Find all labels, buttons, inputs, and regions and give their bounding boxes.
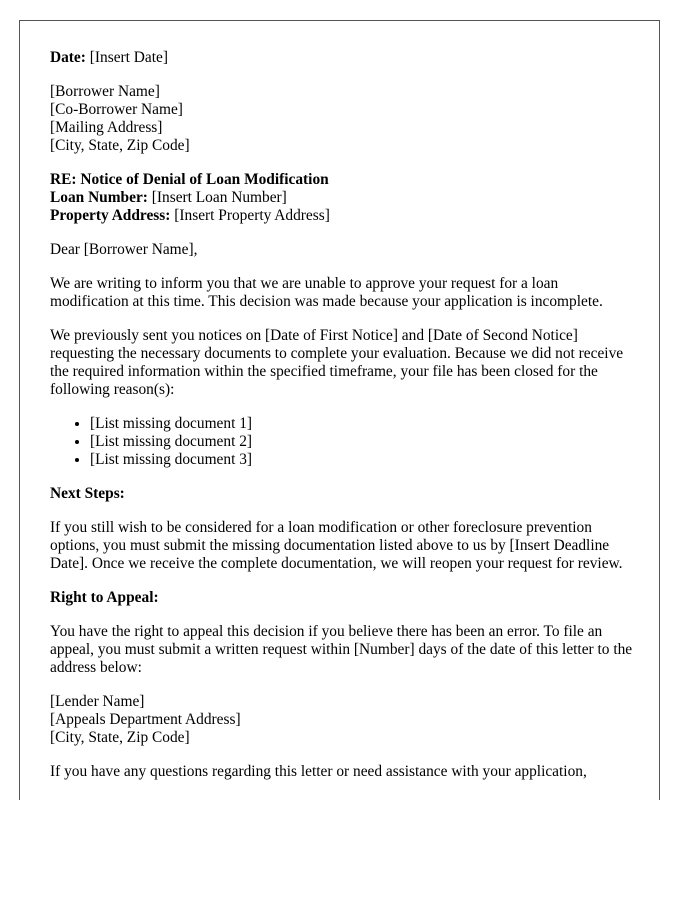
recipient-line: [Borrower Name] [50, 83, 160, 100]
next-steps-body: If you still wish to be considered for a loan modification or other foreclosure prevention options, you must submit the missing documentation listed above to us by [Insert Deadline Date]. Once we receive the complete documentation, we will reopen your request for review. [50, 519, 623, 572]
recipient-line: [City, State, Zip Code] [50, 137, 190, 154]
list-item: • [List missing document 3] [90, 451, 640, 469]
appeal-address [50, 693, 640, 747]
property-address-value: [Insert Property Address] [174, 207, 330, 224]
appeal-address-line: [Appeals Department Address] [50, 711, 241, 728]
reference-block [50, 171, 640, 225]
appeal-body: You have the right to appeal this decision if you believe there has been an error. To file an appeal, you must submit a written request within [Number] days of the date of this letter to the address below: [50, 623, 633, 676]
loan-number-value: [Insert Loan Number] [151, 189, 287, 206]
list-item: • [List missing document 1] [90, 415, 640, 433]
appeal-address-line: [City, State, Zip Code] [50, 729, 190, 746]
property-address-label: Property Address: [50, 207, 171, 224]
re-subject-text: RE: Notice of Denial of Loan Modification [50, 171, 329, 188]
appeal-heading [50, 589, 640, 607]
next-steps-heading [50, 485, 640, 503]
recipient-line: [Mailing Address] [50, 119, 163, 136]
loan-number-line [50, 189, 640, 207]
letter-content [50, 49, 640, 797]
letter-page [19, 20, 660, 800]
date-line [50, 49, 640, 67]
closing-paragraph: If you have any questions regarding this letter or need assistance with your application, [50, 763, 587, 780]
list-item: • [List missing document 2] [90, 433, 640, 451]
date-label: Date: [50, 49, 86, 66]
salutation: Dear [Borrower Name], [50, 241, 198, 258]
next-steps-heading-text: Next Steps: [50, 485, 125, 502]
missing-documents-list [50, 415, 640, 469]
paragraph-decision: We are writing to inform you that we are unable to approve your request for a loan modification at this time. This decision was made because your application is incomplete. [50, 275, 603, 310]
recipient-address [50, 83, 640, 155]
appeal-address-line: [Lender Name] [50, 693, 145, 710]
appeal-heading-text: Right to Appeal: [50, 589, 159, 606]
paragraph-notices: We previously sent you notices on [Date of First Notice] and [Date of Second Notice] requesting the necessary documents to complete your evaluation. Because we did not receive the required information within the specified timeframe, your file has been closed for the following reason(s): [50, 327, 624, 398]
re-subject [50, 171, 640, 189]
date-value: [Insert Date] [89, 49, 168, 66]
loan-number-label: Loan Number: [50, 189, 148, 206]
recipient-line: [Co-Borrower Name] [50, 101, 183, 118]
property-address-line [50, 207, 640, 225]
